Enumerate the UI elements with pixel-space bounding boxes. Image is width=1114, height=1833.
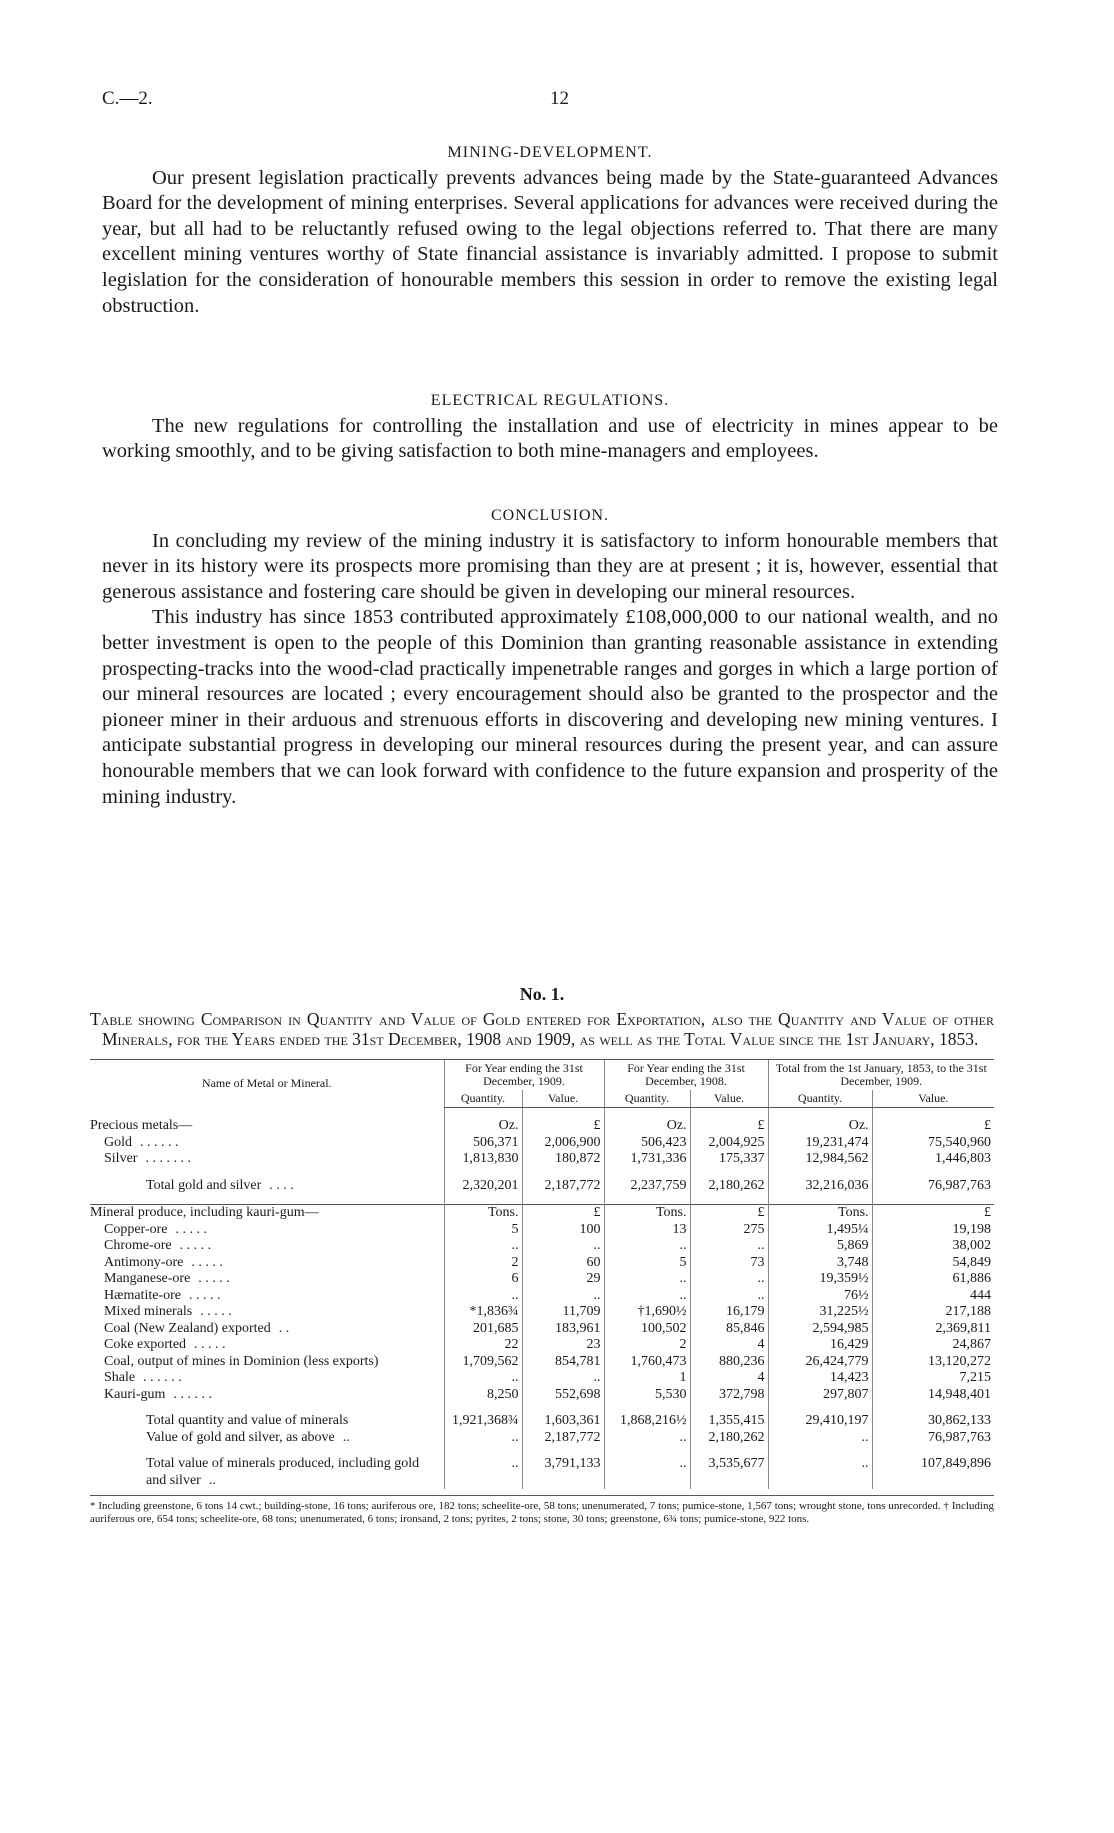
table-cell: 175,337: [690, 1151, 768, 1168]
table-footnote: * Including greenstone, 6 tons 14 cwt.; building-stone, 16 tons; auriferous ore, 182 tons; scheelite-ore, 58 tons; unenumerated, 7 tons; pumice-stone, 1,567 tons; wrought stone, tons unrecorded. † Including auriferous ore, 654 tons; scheelite-ore, 68 tons; unenumerated, 6 tons; ironsand, 2 tons; pyrites, 2 tons; stone, 30 tons; greenstone, 6¾ tons; pumice-stone, 922 tons.: [90, 1495, 994, 1525]
table-cell: 2: [444, 1255, 522, 1272]
table-number: No. 1.: [519, 984, 565, 1004]
table-cell: 29,410,197: [768, 1413, 872, 1430]
table-row: [90, 1304, 994, 1321]
dot-leader: . . . . .: [191, 1254, 223, 1270]
table-cell: ..: [604, 1456, 690, 1489]
table-cell: 30,862,133: [872, 1413, 994, 1430]
row-name: Total quantity and value of minerals: [146, 1413, 349, 1428]
table-cell: 5: [444, 1222, 522, 1239]
table-cell: 60: [522, 1255, 604, 1272]
dot-leader: . . . . .: [188, 1287, 221, 1303]
table-cell: 19,231,474: [768, 1135, 872, 1152]
table-cell: £: [690, 1205, 768, 1222]
table-cell: 14,948,401: [872, 1387, 994, 1404]
total-row: [90, 1430, 994, 1447]
total-row: [90, 1413, 994, 1430]
row-name: Total gold and silver: [146, 1177, 262, 1193]
section-heading: ELECTRICAL REGULATIONS.: [430, 392, 670, 409]
col-header-value: Value.: [522, 1090, 604, 1108]
dot-leader: . . . . .: [175, 1221, 207, 1237]
table-cell: ..: [522, 1370, 604, 1387]
table-cell: 13: [604, 1222, 690, 1239]
row-label: [90, 1370, 444, 1387]
row-name: Coal, output of mines in Dominion (less exports): [104, 1353, 379, 1369]
row-label: [90, 1304, 444, 1321]
dot-leader: . . . .: [269, 1177, 294, 1193]
table-cell: 19,198: [872, 1222, 994, 1239]
table-cell: 552,698: [522, 1387, 604, 1404]
spacer-row: [90, 1403, 994, 1413]
table-cell: 183,961: [522, 1321, 604, 1338]
table-cell: 24,867: [872, 1337, 994, 1354]
table-cell: 85,846: [690, 1321, 768, 1338]
col-group-1908: For Year ending the 31st December, 1908.: [604, 1060, 768, 1091]
row-name: Coal (New Zealand) exported: [104, 1320, 271, 1336]
table-cell: 2,369,811: [872, 1321, 994, 1338]
table-cell: ..: [444, 1238, 522, 1255]
row-label: [90, 1222, 444, 1239]
row-name: Mineral produce, including kauri-gum—: [90, 1205, 319, 1220]
table-cell: 2,187,772: [522, 1430, 604, 1447]
table-row: [90, 1271, 994, 1288]
col-header-quantity: Quantity.: [768, 1090, 872, 1108]
spacer-row: [90, 1168, 994, 1178]
table-cell: 76½: [768, 1288, 872, 1305]
table-cell: ..: [690, 1271, 768, 1288]
table-cell: 5,869: [768, 1238, 872, 1255]
table-cell: £: [522, 1118, 604, 1135]
table-cell: 54,849: [872, 1255, 994, 1272]
table-cell: 100: [522, 1222, 604, 1239]
table-cell: ..: [604, 1430, 690, 1447]
row-label: [90, 1288, 444, 1305]
row-label: [90, 1135, 444, 1152]
col-header-value: Value.: [690, 1090, 768, 1108]
row-name: Silver: [104, 1151, 138, 1166]
row-label: [90, 1205, 444, 1222]
table-cell: 12,984,562: [768, 1151, 872, 1168]
row-name: Copper-ore: [104, 1221, 168, 1237]
table-row: [90, 1151, 994, 1168]
table-cell: 372,798: [690, 1387, 768, 1404]
row-label: [90, 1430, 444, 1447]
table-cell: 1,603,361: [522, 1413, 604, 1430]
row-name: Value of gold and silver, as above: [146, 1429, 335, 1445]
spacer-row: [90, 1446, 994, 1456]
dot-leader: . .: [278, 1320, 290, 1336]
table-row: [90, 1135, 994, 1152]
table-cell: ..: [444, 1370, 522, 1387]
table-cell: Tons.: [604, 1205, 690, 1222]
table-cell: ..: [444, 1288, 522, 1305]
table-cell: 4: [690, 1337, 768, 1354]
row-label: [90, 1337, 444, 1354]
row-label: [90, 1255, 444, 1272]
table-row: [90, 1288, 994, 1305]
table-cell: †1,690½: [604, 1304, 690, 1321]
table-cell: 1,921,368¾: [444, 1413, 522, 1430]
section-heading: MINING-DEVELOPMENT.: [447, 144, 653, 161]
table-cell: 11,709: [522, 1304, 604, 1321]
paragraph: This industry has since 1853 contributed approximately £108,000,000 to our national wealth, and no better investment is open to the people of this Dominion than granting reasonable assistance in extending prospecting-tracks into the wood-clad practically impenetrable ranges and gorges in which a large portion of our mineral resources are located ; every encouragement should also be granted to the prospector and the pioneer miner in their arduous and strenuous efforts in discovering and developing new mining ventures. I anticipate substantial progress in developing our mineral resources during the present year, and can assure honourable members that we can look forward with confidence to the future expansion and prosperity of the mining industry.: [102, 606, 998, 808]
table-cell: 217,188: [872, 1304, 994, 1321]
dot-leader: . . . . . .: [140, 1134, 179, 1150]
dot-leader: . . . . . . .: [145, 1151, 191, 1166]
col-group-total: Total from the 1st January, 1853, to the 31st December, 1909.: [768, 1060, 994, 1091]
table-cell: 506,371: [444, 1135, 522, 1152]
table-cell: 75,540,960: [872, 1135, 994, 1152]
row-name: Precious metals—: [90, 1118, 193, 1133]
row-label: [90, 1387, 444, 1404]
table-cell: 16,429: [768, 1337, 872, 1354]
table-cell: 201,685: [444, 1321, 522, 1338]
table-cell: 2,180,262: [690, 1178, 768, 1195]
section-heading: CONCLUSION.: [490, 507, 610, 524]
table-cell: 854,781: [522, 1354, 604, 1371]
section-electrical-regulations: [102, 388, 998, 465]
table-cell: £: [690, 1118, 768, 1135]
table-cell: 1,355,415: [690, 1413, 768, 1430]
row-label: [90, 1354, 444, 1371]
row-name: Coke exported: [104, 1337, 187, 1352]
table-cell: 3,791,133: [522, 1456, 604, 1489]
table-row: [90, 1255, 994, 1272]
table-cell: 5,530: [604, 1387, 690, 1404]
table-row: [90, 1238, 994, 1255]
col-header-quantity: Quantity.: [604, 1090, 690, 1108]
table-cell: £: [872, 1205, 994, 1222]
table-cell: 1,760,473: [604, 1354, 690, 1371]
table-cell: ..: [604, 1238, 690, 1255]
table-cell: 76,987,763: [872, 1430, 994, 1447]
table-row: [90, 1387, 994, 1404]
table-caption: Table showing Comparison in Quantity and Value of Gold entered for Exportation, also the Quantity and Value of other Minerals, for the Years ended the 31st December, 1908 and 1909, as well as the Total Value since the 1st January, 1853.: [90, 1009, 994, 1049]
grand-total-row: [90, 1456, 994, 1489]
table-cell: 2,004,925: [690, 1135, 768, 1152]
row-label: [90, 1456, 444, 1489]
table-cell: 26,424,779: [768, 1354, 872, 1371]
table-cell: 3,535,677: [690, 1456, 768, 1489]
dot-leader: . . . . .: [179, 1238, 212, 1253]
table-cell: 2,180,262: [690, 1430, 768, 1447]
table-cell: Oz.: [768, 1118, 872, 1135]
table-cell: 7,215: [872, 1370, 994, 1387]
paragraph: Our present legislation practically prevents advances being made by the State-guaranteed Advances Board for the development of mining enterprises. Several applications for advances were received during the year, but all had to be reluctantly refused owing to the legal objections referred to. That there are many excellent mining ventures worthy of State financial assistance is invariably admitted. I propose to submit legislation for the consideration of honourable members this session in order to remove the existing legal obstruction.: [102, 166, 998, 317]
table-cell: 5: [604, 1255, 690, 1272]
row-name: Antimony-ore: [104, 1254, 184, 1270]
table-cell: 1,731,336: [604, 1151, 690, 1168]
row-label: [90, 1178, 444, 1195]
table-cell: ..: [690, 1238, 768, 1255]
spacer-row: [90, 1108, 994, 1119]
table-cell: 8,250: [444, 1387, 522, 1404]
spacer-row: [90, 1194, 994, 1205]
table-cell: 1,868,216½: [604, 1413, 690, 1430]
table-cell: 180,872: [522, 1151, 604, 1168]
table-cell: *1,836¾: [444, 1304, 522, 1321]
table-cell: ..: [604, 1288, 690, 1305]
table-cell: 22: [444, 1337, 522, 1354]
table-row: [90, 1321, 994, 1338]
table-cell: 506,423: [604, 1135, 690, 1152]
row-name: Shale: [104, 1370, 136, 1385]
table-cell: Tons.: [444, 1205, 522, 1222]
table-cell: ..: [604, 1271, 690, 1288]
section-label-row: [90, 1205, 994, 1222]
col-header-value: Value.: [872, 1090, 994, 1108]
table-cell: 3,748: [768, 1255, 872, 1272]
table-cell: 29: [522, 1271, 604, 1288]
table-cell: 1,446,803: [872, 1151, 994, 1168]
dot-leader: . . . . .: [198, 1271, 230, 1286]
table-cell: 31,225½: [768, 1304, 872, 1321]
table-cell: 23: [522, 1337, 604, 1354]
table-cell: 1,813,830: [444, 1151, 522, 1168]
table-cell: 297,807: [768, 1387, 872, 1404]
dot-leader: . . . . . .: [173, 1386, 212, 1402]
table-cell: 6: [444, 1271, 522, 1288]
table-cell: 76,987,763: [872, 1178, 994, 1195]
dot-leader: ..: [208, 1472, 216, 1488]
table-cell: 1,495¼: [768, 1222, 872, 1239]
row-name: Mixed minerals: [104, 1304, 193, 1319]
table-cell: £: [872, 1118, 994, 1135]
table-cell: 73: [690, 1255, 768, 1272]
table-cell: 2: [604, 1337, 690, 1354]
table-cell: Oz.: [444, 1118, 522, 1135]
row-name: Manganese-ore: [104, 1271, 191, 1286]
table-cell: 61,886: [872, 1271, 994, 1288]
table-cell: 38,002: [872, 1238, 994, 1255]
paragraph: In concluding my review of the mining industry it is satisfactory to inform honourable members that never in its history were its prospects more promising than they are at present ; it is, however, essential that generous assistance and fostering care should be given in developing our mineral resources.: [102, 529, 998, 603]
dot-leader: . . . . . .: [143, 1370, 182, 1385]
table-cell: Oz.: [604, 1118, 690, 1135]
table-cell: ..: [768, 1456, 872, 1489]
row-label: [90, 1151, 444, 1168]
table-cell: 2,187,772: [522, 1178, 604, 1195]
table-cell: £: [522, 1205, 604, 1222]
row-label: [90, 1118, 444, 1135]
row-name: Chrome-ore: [104, 1238, 172, 1253]
row-label: [90, 1321, 444, 1338]
document-code: C.—2.: [102, 88, 153, 109]
col-header-name: Name of Metal or Mineral.: [90, 1060, 444, 1108]
total-row: [90, 1178, 994, 1195]
table-row: [90, 1370, 994, 1387]
table-cell: 2,594,985: [768, 1321, 872, 1338]
table-cell: 2,006,900: [522, 1135, 604, 1152]
table-cell: 13,120,272: [872, 1354, 994, 1371]
row-label: [90, 1238, 444, 1255]
table-cell: 16,179: [690, 1304, 768, 1321]
table-cell: ..: [768, 1430, 872, 1447]
table-row: [90, 1337, 994, 1354]
table-cell: 107,849,896: [872, 1456, 994, 1489]
table-row: [90, 1222, 994, 1239]
table-cell: ..: [444, 1456, 522, 1489]
table-cell: 2,320,201: [444, 1178, 522, 1195]
row-name: Hæmatite-ore: [104, 1287, 181, 1303]
table-cell: 32,216,036: [768, 1178, 872, 1195]
section-conclusion: [102, 503, 998, 810]
row-name: Total value of minerals produced, including gold and silver: [146, 1456, 420, 1488]
row-label: [90, 1413, 444, 1430]
table-cell: 14,423: [768, 1370, 872, 1387]
section-mining-development: [102, 140, 998, 319]
row-label: [90, 1271, 444, 1288]
table-cell: 19,359½: [768, 1271, 872, 1288]
table-cell: ..: [690, 1288, 768, 1305]
table-body: [90, 1108, 994, 1490]
paragraph: The new regulations for controlling the installation and use of electricity in mines appear to be working smoothly, and to be giving satisfaction to both mine-managers and employees.: [102, 414, 998, 463]
data-table: [90, 1059, 994, 1489]
table-cell: 1: [604, 1370, 690, 1387]
page-number: 12: [550, 88, 569, 109]
dot-leader: . . . . .: [200, 1304, 232, 1319]
col-group-1909: For Year ending the 31st December, 1909.: [444, 1060, 604, 1091]
table-block: [90, 984, 994, 1525]
table-cell: ..: [522, 1288, 604, 1305]
table-cell: ..: [522, 1238, 604, 1255]
section-label-row: [90, 1118, 994, 1135]
col-header-quantity: Quantity.: [444, 1090, 522, 1108]
dot-leader: ..: [342, 1429, 350, 1445]
table-cell: 444: [872, 1288, 994, 1305]
table-cell: 4: [690, 1370, 768, 1387]
table-cell: 275: [690, 1222, 768, 1239]
row-name: Gold: [104, 1134, 132, 1150]
table-row: [90, 1354, 994, 1371]
dot-leader: . . . . .: [194, 1337, 226, 1352]
table-cell: ..: [444, 1430, 522, 1447]
table-cell: 1,709,562: [444, 1354, 522, 1371]
table-cell: 2,237,759: [604, 1178, 690, 1195]
table-cell: 880,236: [690, 1354, 768, 1371]
table-cell: Tons.: [768, 1205, 872, 1222]
row-name: Kauri-gum: [104, 1386, 166, 1402]
table-cell: 100,502: [604, 1321, 690, 1338]
